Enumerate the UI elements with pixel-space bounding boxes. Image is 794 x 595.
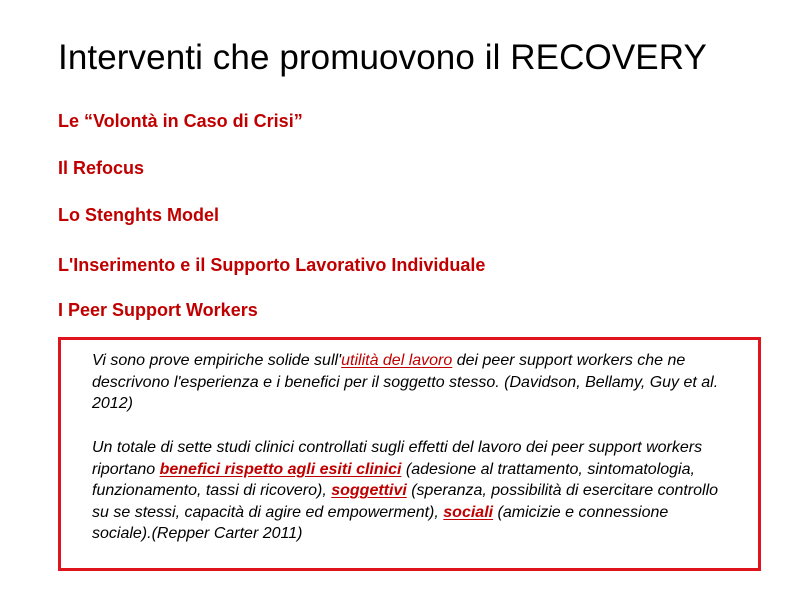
- list-item-inserimento-lavorativo: L'Inserimento e il Supporto Lavorativo Individuale: [58, 255, 486, 275]
- p1-highlight-utilita: utilità del lavoro: [341, 352, 453, 369]
- p2-text-post: (amicizie e connessione sociale).(Repper Carter 2011): [92, 503, 669, 542]
- p2-text-mid1: (adesione al trattamento, sintomatologia, funzionamento, tassi di ricovero),: [92, 460, 695, 499]
- list-item-volonta: Le “Volontà in Caso di Crisi”: [58, 111, 303, 131]
- slide-title: Interventi che promuovono il RECOVERY: [58, 38, 707, 77]
- evidence-paragraph-1: [92, 350, 732, 415]
- list-item-strengths-model: Lo Stenghts Model: [58, 205, 219, 225]
- p1-text-pre: Vi sono prove empiriche solide sull': [92, 352, 342, 369]
- p2-highlight-sociali: sociali: [443, 503, 494, 521]
- evidence-box: [58, 337, 761, 571]
- p1-text-post: dei peer support workers che ne descrivono l'esperienza e i benefici per il soggetto stesso. (Davidson, Bellamy, Guy et al. 2012): [92, 352, 719, 412]
- p2-highlight-soggettivi: soggettivi: [331, 482, 407, 499]
- p2-text-mid2: (speranza, possibilità di esercitare controllo su se stessi, capacità di agire ed empowerment),: [92, 482, 719, 521]
- list-item-peer-support: I Peer Support Workers: [58, 300, 258, 320]
- list-item-refocus: Il Refocus: [58, 158, 145, 178]
- evidence-paragraph-2: [92, 437, 732, 545]
- p2-text-pre: Un totale di sette studi clinici controllati sugli effetti del lavoro dei peer support workers riportano: [92, 439, 703, 478]
- p2-highlight-clinici: benefici rispetto agli esiti clinici: [159, 460, 402, 478]
